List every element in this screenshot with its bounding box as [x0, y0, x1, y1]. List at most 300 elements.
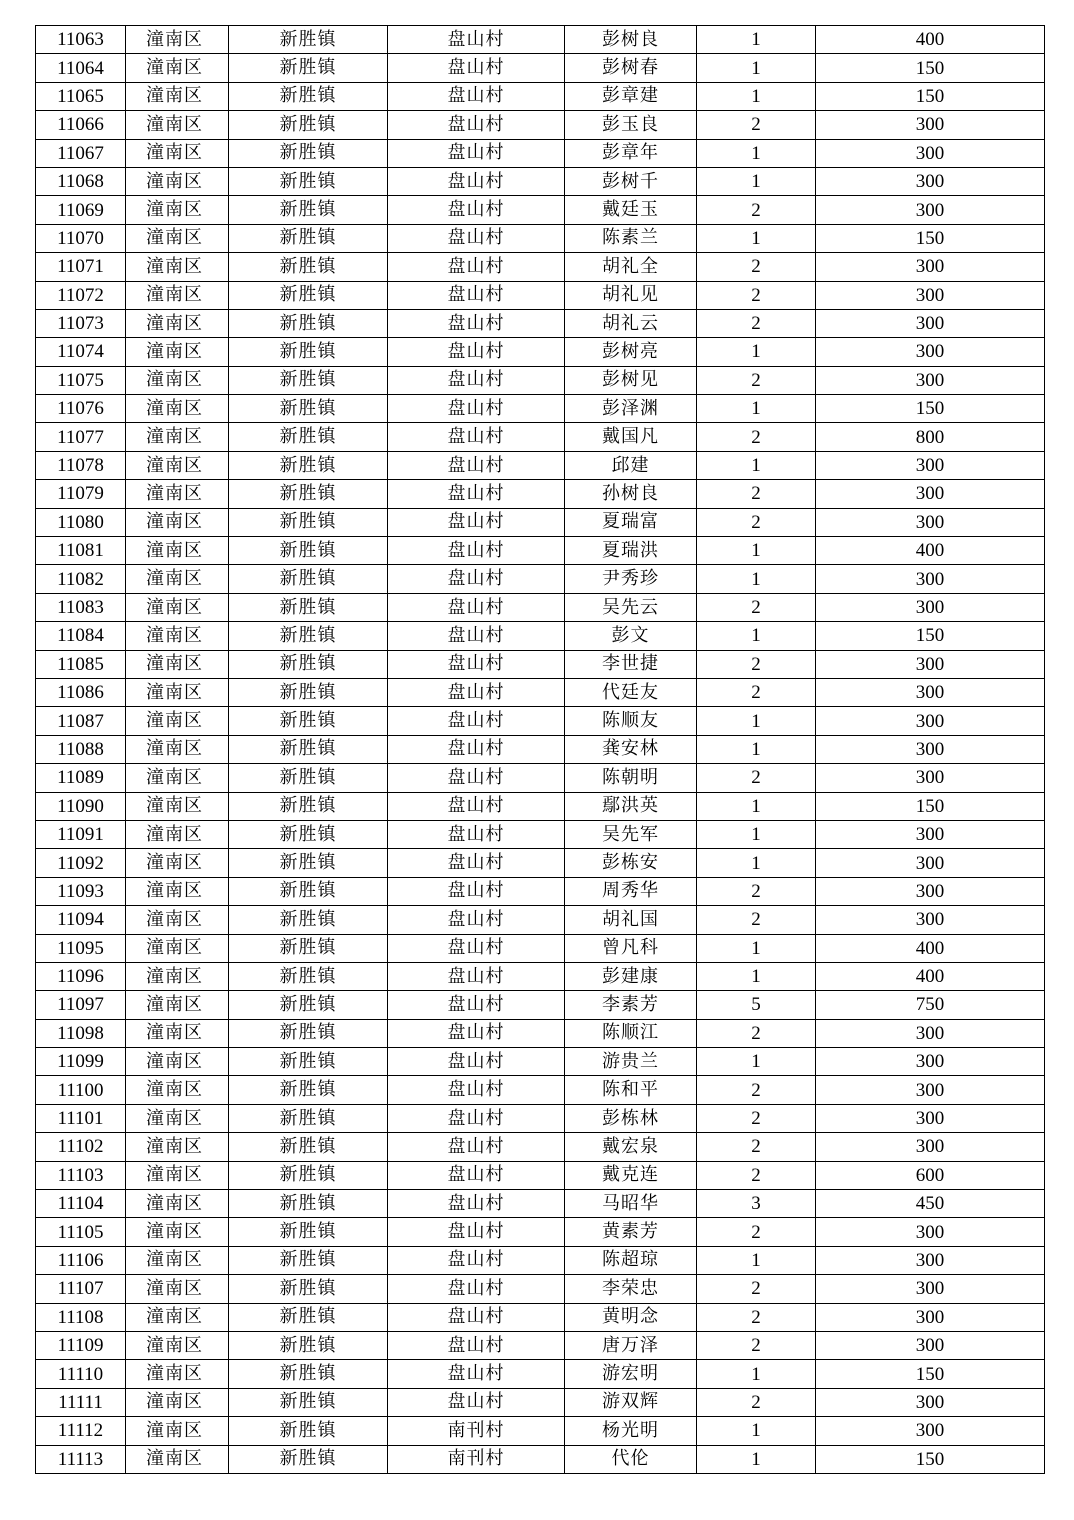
town-cell: 新胜镇 — [229, 934, 388, 962]
table-row — [36, 1388, 1045, 1416]
table-row — [36, 1331, 1045, 1359]
amount-cell: 150 — [816, 1360, 1045, 1388]
count-cell: 1 — [697, 735, 816, 763]
district-cell: 潼南区 — [126, 849, 229, 877]
row-number-cell: 11103 — [36, 1161, 126, 1189]
table-row — [36, 1076, 1045, 1104]
count-cell: 1 — [697, 54, 816, 82]
count-cell: 2 — [697, 906, 816, 934]
amount-cell: 400 — [816, 962, 1045, 990]
amount-cell: 300 — [816, 281, 1045, 309]
village-cell: 盘山村 — [388, 26, 565, 54]
amount-cell: 300 — [816, 1275, 1045, 1303]
amount-cell: 300 — [816, 1388, 1045, 1416]
district-cell: 潼南区 — [126, 1161, 229, 1189]
district-cell: 潼南区 — [126, 820, 229, 848]
count-cell: 2 — [697, 281, 816, 309]
count-cell: 2 — [697, 1161, 816, 1189]
town-cell: 新胜镇 — [229, 167, 388, 195]
district-cell: 潼南区 — [126, 735, 229, 763]
count-cell: 1 — [697, 1048, 816, 1076]
town-cell: 新胜镇 — [229, 111, 388, 139]
town-cell: 新胜镇 — [229, 196, 388, 224]
district-cell: 潼南区 — [126, 167, 229, 195]
table-row — [36, 678, 1045, 706]
count-cell: 2 — [697, 1104, 816, 1132]
amount-cell: 150 — [816, 224, 1045, 252]
table-row — [36, 508, 1045, 536]
name-cell: 孙树良 — [565, 480, 697, 508]
name-cell: 游双辉 — [565, 1388, 697, 1416]
amount-cell: 300 — [816, 366, 1045, 394]
village-cell: 盘山村 — [388, 54, 565, 82]
data-table — [35, 25, 1045, 1474]
name-cell: 胡礼云 — [565, 309, 697, 337]
count-cell: 1 — [697, 962, 816, 990]
count-cell: 1 — [697, 707, 816, 735]
village-cell: 盘山村 — [388, 1303, 565, 1331]
village-cell: 盘山村 — [388, 196, 565, 224]
amount-cell: 300 — [816, 678, 1045, 706]
town-cell: 新胜镇 — [229, 707, 388, 735]
district-cell: 潼南区 — [126, 1360, 229, 1388]
district-cell: 潼南区 — [126, 224, 229, 252]
row-number-cell: 11070 — [36, 224, 126, 252]
district-cell: 潼南区 — [126, 54, 229, 82]
row-number-cell: 11085 — [36, 650, 126, 678]
table-row — [36, 877, 1045, 905]
town-cell: 新胜镇 — [229, 849, 388, 877]
count-cell: 2 — [697, 764, 816, 792]
row-number-cell: 11083 — [36, 593, 126, 621]
town-cell: 新胜镇 — [229, 253, 388, 281]
count-cell: 2 — [697, 480, 816, 508]
count-cell: 1 — [697, 565, 816, 593]
district-cell: 潼南区 — [126, 366, 229, 394]
district-cell: 潼南区 — [126, 1190, 229, 1218]
amount-cell: 150 — [816, 1445, 1045, 1473]
district-cell: 潼南区 — [126, 1218, 229, 1246]
table-row — [36, 991, 1045, 1019]
count-cell: 1 — [697, 224, 816, 252]
row-number-cell: 11084 — [36, 622, 126, 650]
town-cell: 新胜镇 — [229, 309, 388, 337]
count-cell: 1 — [697, 82, 816, 110]
town-cell: 新胜镇 — [229, 54, 388, 82]
table-row — [36, 1190, 1045, 1218]
name-cell: 彭文 — [565, 622, 697, 650]
name-cell: 黄素芳 — [565, 1218, 697, 1246]
table-row — [36, 1360, 1045, 1388]
town-cell: 新胜镇 — [229, 508, 388, 536]
name-cell: 李世捷 — [565, 650, 697, 678]
town-cell: 新胜镇 — [229, 1388, 388, 1416]
row-number-cell: 11109 — [36, 1331, 126, 1359]
amount-cell: 400 — [816, 26, 1045, 54]
amount-cell: 300 — [816, 111, 1045, 139]
table-row — [36, 196, 1045, 224]
table-row — [36, 82, 1045, 110]
village-cell: 盘山村 — [388, 1161, 565, 1189]
amount-cell: 300 — [816, 480, 1045, 508]
village-cell: 盘山村 — [388, 253, 565, 281]
row-number-cell: 11095 — [36, 934, 126, 962]
village-cell: 盘山村 — [388, 309, 565, 337]
district-cell: 潼南区 — [126, 139, 229, 167]
row-number-cell: 11063 — [36, 26, 126, 54]
district-cell: 潼南区 — [126, 906, 229, 934]
name-cell: 彭建康 — [565, 962, 697, 990]
town-cell: 新胜镇 — [229, 423, 388, 451]
table-row — [36, 1218, 1045, 1246]
amount-cell: 300 — [816, 1076, 1045, 1104]
table-row — [36, 764, 1045, 792]
village-cell: 盘山村 — [388, 678, 565, 706]
count-cell: 2 — [697, 508, 816, 536]
row-number-cell: 11091 — [36, 820, 126, 848]
table-row — [36, 281, 1045, 309]
amount-cell: 300 — [816, 1417, 1045, 1445]
name-cell: 彭栋林 — [565, 1104, 697, 1132]
count-cell: 2 — [697, 678, 816, 706]
amount-cell: 400 — [816, 934, 1045, 962]
table-row — [36, 1445, 1045, 1473]
town-cell: 新胜镇 — [229, 1360, 388, 1388]
district-cell: 潼南区 — [126, 537, 229, 565]
district-cell: 潼南区 — [126, 1331, 229, 1359]
district-cell: 潼南区 — [126, 26, 229, 54]
district-cell: 潼南区 — [126, 650, 229, 678]
village-cell: 盘山村 — [388, 1218, 565, 1246]
count-cell: 1 — [697, 792, 816, 820]
table-row — [36, 962, 1045, 990]
name-cell: 戴廷玉 — [565, 196, 697, 224]
town-cell: 新胜镇 — [229, 906, 388, 934]
name-cell: 周秀华 — [565, 877, 697, 905]
count-cell: 1 — [697, 1246, 816, 1274]
count-cell: 2 — [697, 650, 816, 678]
count-cell: 1 — [697, 338, 816, 366]
table-row — [36, 1104, 1045, 1132]
row-number-cell: 11110 — [36, 1360, 126, 1388]
village-cell: 盘山村 — [388, 906, 565, 934]
name-cell: 代伦 — [565, 1445, 697, 1473]
district-cell: 潼南区 — [126, 764, 229, 792]
district-cell: 潼南区 — [126, 338, 229, 366]
district-cell: 潼南区 — [126, 622, 229, 650]
name-cell: 夏瑞富 — [565, 508, 697, 536]
district-cell: 潼南区 — [126, 480, 229, 508]
town-cell: 新胜镇 — [229, 1048, 388, 1076]
village-cell: 盘山村 — [388, 423, 565, 451]
table-row — [36, 849, 1045, 877]
village-cell: 盘山村 — [388, 735, 565, 763]
district-cell: 潼南区 — [126, 395, 229, 423]
row-number-cell: 11072 — [36, 281, 126, 309]
name-cell: 彭树亮 — [565, 338, 697, 366]
table-row — [36, 26, 1045, 54]
town-cell: 新胜镇 — [229, 678, 388, 706]
amount-cell: 300 — [816, 451, 1045, 479]
count-cell: 2 — [697, 877, 816, 905]
village-cell: 盘山村 — [388, 451, 565, 479]
name-cell: 彭泽渊 — [565, 395, 697, 423]
village-cell: 盘山村 — [388, 593, 565, 621]
count-cell: 2 — [697, 1133, 816, 1161]
name-cell: 陈素兰 — [565, 224, 697, 252]
count-cell: 1 — [697, 167, 816, 195]
count-cell: 1 — [697, 395, 816, 423]
town-cell: 新胜镇 — [229, 650, 388, 678]
name-cell: 彭章年 — [565, 139, 697, 167]
amount-cell: 300 — [816, 735, 1045, 763]
name-cell: 彭树千 — [565, 167, 697, 195]
count-cell: 3 — [697, 1190, 816, 1218]
table-row — [36, 735, 1045, 763]
village-cell: 盘山村 — [388, 934, 565, 962]
village-cell: 盘山村 — [388, 622, 565, 650]
village-cell: 盘山村 — [388, 962, 565, 990]
town-cell: 新胜镇 — [229, 366, 388, 394]
amount-cell: 300 — [816, 877, 1045, 905]
district-cell: 潼南区 — [126, 1275, 229, 1303]
table-row — [36, 309, 1045, 337]
row-number-cell: 11104 — [36, 1190, 126, 1218]
name-cell: 彭树见 — [565, 366, 697, 394]
village-cell: 盘山村 — [388, 1246, 565, 1274]
table-row — [36, 423, 1045, 451]
count-cell: 2 — [697, 366, 816, 394]
name-cell: 胡礼国 — [565, 906, 697, 934]
table-row — [36, 650, 1045, 678]
village-cell: 盘山村 — [388, 338, 565, 366]
amount-cell: 300 — [816, 309, 1045, 337]
district-cell: 潼南区 — [126, 565, 229, 593]
name-cell: 游贵兰 — [565, 1048, 697, 1076]
row-number-cell: 11105 — [36, 1218, 126, 1246]
table-row — [36, 792, 1045, 820]
district-cell: 潼南区 — [126, 1133, 229, 1161]
count-cell: 1 — [697, 849, 816, 877]
town-cell: 新胜镇 — [229, 593, 388, 621]
amount-cell: 300 — [816, 764, 1045, 792]
row-number-cell: 11099 — [36, 1048, 126, 1076]
town-cell: 新胜镇 — [229, 792, 388, 820]
amount-cell: 300 — [816, 650, 1045, 678]
amount-cell: 300 — [816, 1133, 1045, 1161]
district-cell: 潼南区 — [126, 451, 229, 479]
village-cell: 盘山村 — [388, 1360, 565, 1388]
amount-cell: 300 — [816, 593, 1045, 621]
row-number-cell: 11071 — [36, 253, 126, 281]
count-cell: 1 — [697, 1360, 816, 1388]
row-number-cell: 11100 — [36, 1076, 126, 1104]
name-cell: 陈超琼 — [565, 1246, 697, 1274]
town-cell: 新胜镇 — [229, 1303, 388, 1331]
village-cell: 盘山村 — [388, 1104, 565, 1132]
amount-cell: 300 — [816, 253, 1045, 281]
table-row — [36, 906, 1045, 934]
village-cell: 盘山村 — [388, 650, 565, 678]
district-cell: 潼南区 — [126, 1076, 229, 1104]
district-cell: 潼南区 — [126, 1445, 229, 1473]
row-number-cell: 11098 — [36, 1019, 126, 1047]
village-cell: 盘山村 — [388, 1019, 565, 1047]
amount-cell: 150 — [816, 792, 1045, 820]
town-cell: 新胜镇 — [229, 451, 388, 479]
district-cell: 潼南区 — [126, 1104, 229, 1132]
town-cell: 新胜镇 — [229, 338, 388, 366]
row-number-cell: 11090 — [36, 792, 126, 820]
town-cell: 新胜镇 — [229, 962, 388, 990]
data-table-container — [35, 25, 1044, 1474]
table-row — [36, 338, 1045, 366]
table-row — [36, 1246, 1045, 1274]
row-number-cell: 11111 — [36, 1388, 126, 1416]
name-cell: 邱建 — [565, 451, 697, 479]
name-cell: 彭栋安 — [565, 849, 697, 877]
district-cell: 潼南区 — [126, 962, 229, 990]
name-cell: 尹秀珍 — [565, 565, 697, 593]
count-cell: 2 — [697, 1303, 816, 1331]
village-cell: 盘山村 — [388, 537, 565, 565]
name-cell: 戴宏泉 — [565, 1133, 697, 1161]
table-row — [36, 111, 1045, 139]
table-row — [36, 54, 1045, 82]
village-cell: 盘山村 — [388, 395, 565, 423]
amount-cell: 150 — [816, 395, 1045, 423]
village-cell: 盘山村 — [388, 480, 565, 508]
town-cell: 新胜镇 — [229, 820, 388, 848]
town-cell: 新胜镇 — [229, 1246, 388, 1274]
town-cell: 新胜镇 — [229, 1445, 388, 1473]
table-row — [36, 1048, 1045, 1076]
amount-cell: 300 — [816, 849, 1045, 877]
village-cell: 南刊村 — [388, 1445, 565, 1473]
count-cell: 5 — [697, 991, 816, 1019]
village-cell: 盘山村 — [388, 1190, 565, 1218]
district-cell: 潼南区 — [126, 111, 229, 139]
name-cell: 杨光明 — [565, 1417, 697, 1445]
name-cell: 吴先军 — [565, 820, 697, 848]
name-cell: 彭玉良 — [565, 111, 697, 139]
table-row — [36, 820, 1045, 848]
row-number-cell: 11067 — [36, 139, 126, 167]
row-number-cell: 11064 — [36, 54, 126, 82]
village-cell: 盘山村 — [388, 1388, 565, 1416]
name-cell: 夏瑞洪 — [565, 537, 697, 565]
name-cell: 戴国凡 — [565, 423, 697, 451]
amount-cell: 300 — [816, 1246, 1045, 1274]
name-cell: 代廷友 — [565, 678, 697, 706]
table-row — [36, 1417, 1045, 1445]
row-number-cell: 11065 — [36, 82, 126, 110]
town-cell: 新胜镇 — [229, 735, 388, 763]
amount-cell: 300 — [816, 508, 1045, 536]
row-number-cell: 11086 — [36, 678, 126, 706]
amount-cell: 300 — [816, 1331, 1045, 1359]
table-row — [36, 366, 1045, 394]
town-cell: 新胜镇 — [229, 480, 388, 508]
town-cell: 新胜镇 — [229, 395, 388, 423]
count-cell: 2 — [697, 196, 816, 224]
amount-cell: 300 — [816, 139, 1045, 167]
town-cell: 新胜镇 — [229, 764, 388, 792]
town-cell: 新胜镇 — [229, 139, 388, 167]
district-cell: 潼南区 — [126, 991, 229, 1019]
name-cell: 彭树春 — [565, 54, 697, 82]
row-number-cell: 11074 — [36, 338, 126, 366]
amount-cell: 400 — [816, 537, 1045, 565]
town-cell: 新胜镇 — [229, 1104, 388, 1132]
village-cell: 盘山村 — [388, 139, 565, 167]
district-cell: 潼南区 — [126, 707, 229, 735]
village-cell: 盘山村 — [388, 1275, 565, 1303]
row-number-cell: 11087 — [36, 707, 126, 735]
amount-cell: 600 — [816, 1161, 1045, 1189]
town-cell: 新胜镇 — [229, 565, 388, 593]
town-cell: 新胜镇 — [229, 1190, 388, 1218]
row-number-cell: 11092 — [36, 849, 126, 877]
town-cell: 新胜镇 — [229, 1275, 388, 1303]
amount-cell: 150 — [816, 54, 1045, 82]
name-cell: 陈和平 — [565, 1076, 697, 1104]
table-row — [36, 934, 1045, 962]
count-cell: 1 — [697, 934, 816, 962]
town-cell: 新胜镇 — [229, 1218, 388, 1246]
table-row — [36, 451, 1045, 479]
district-cell: 潼南区 — [126, 1417, 229, 1445]
row-number-cell: 11079 — [36, 480, 126, 508]
name-cell: 黄明念 — [565, 1303, 697, 1331]
name-cell: 马昭华 — [565, 1190, 697, 1218]
table-row — [36, 224, 1045, 252]
table-row — [36, 707, 1045, 735]
district-cell: 潼南区 — [126, 1019, 229, 1047]
count-cell: 2 — [697, 111, 816, 139]
amount-cell: 300 — [816, 906, 1045, 934]
count-cell: 2 — [697, 593, 816, 621]
amount-cell: 450 — [816, 1190, 1045, 1218]
row-number-cell: 11066 — [36, 111, 126, 139]
table-row — [36, 1019, 1045, 1047]
district-cell: 潼南区 — [126, 508, 229, 536]
village-cell: 盘山村 — [388, 224, 565, 252]
table-row — [36, 253, 1045, 281]
village-cell: 盘山村 — [388, 111, 565, 139]
count-cell: 1 — [697, 1417, 816, 1445]
district-cell: 潼南区 — [126, 877, 229, 905]
table-row — [36, 1303, 1045, 1331]
village-cell: 盘山村 — [388, 1048, 565, 1076]
amount-cell: 800 — [816, 423, 1045, 451]
row-number-cell: 11077 — [36, 423, 126, 451]
count-cell: 1 — [697, 537, 816, 565]
row-number-cell: 11089 — [36, 764, 126, 792]
name-cell: 陈顺友 — [565, 707, 697, 735]
row-number-cell: 11112 — [36, 1417, 126, 1445]
table-row — [36, 1275, 1045, 1303]
amount-cell: 300 — [816, 707, 1045, 735]
table-row — [36, 1133, 1045, 1161]
count-cell: 1 — [697, 451, 816, 479]
row-number-cell: 11108 — [36, 1303, 126, 1331]
district-cell: 潼南区 — [126, 196, 229, 224]
count-cell: 1 — [697, 26, 816, 54]
amount-cell: 150 — [816, 622, 1045, 650]
row-number-cell: 11102 — [36, 1133, 126, 1161]
village-cell: 盘山村 — [388, 1076, 565, 1104]
